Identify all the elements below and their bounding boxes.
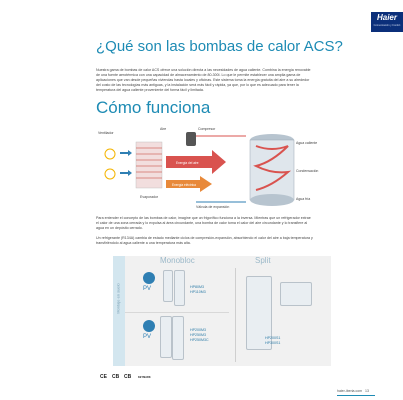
- pv-icon: [143, 272, 155, 284]
- column-header-split: Split: [255, 256, 271, 265]
- brand-tagline: Comunicación y Confort: [373, 24, 401, 27]
- footer-url: haier-iberia.com: [337, 389, 363, 393]
- cert-cb-2: CB: [124, 374, 132, 380]
- compressor: [186, 132, 196, 146]
- page-number: 13: [365, 389, 369, 393]
- label-evaporador: Evaporador: [140, 195, 159, 199]
- model-name: HP110M3: [190, 290, 206, 294]
- column-header-monobloc: Monobloc: [160, 256, 195, 265]
- label-ventilador: Ventilador: [98, 131, 114, 135]
- label-valvula: Válvula de expansión: [196, 205, 230, 209]
- intro-paragraph: Nuestra gama de bombas de calor ACS ofrece una solución directa a las necesidades de agua caliente. Combina la energía renovable de una fuente aerotérmica con una capacidad de almacenamiento de 80-300l. Lo que le permite establecer una amplia gama de aplicaciones que van desde pequeñas viviendas hasta locales y oficinas. Este sistema toma la energía gratuita del aire a su alrededor del costo de las tecnologías más antiguas, y la instalación será más fácil y rápida, ya que, por lo que es adecuado para tener la temperatura del agua caliente proveniente del forma fácil y limitada.: [96, 68, 311, 92]
- row-divider: [125, 312, 229, 313]
- cert-cb: CB: [112, 374, 120, 380]
- pv-label-2: PV: [143, 334, 152, 340]
- label-condensacion: Condensación: [296, 169, 319, 173]
- label-energia-electrica: Energía eléctrica: [172, 183, 196, 187]
- product-hp80m3: [163, 270, 173, 302]
- label-agua-fria: Agua fría: [296, 197, 311, 201]
- model-list-1: [190, 285, 206, 295]
- model-name: HP300S1: [265, 341, 281, 345]
- cert-ce: CE: [100, 374, 107, 380]
- product-split-outdoor-unit: [280, 282, 312, 306]
- label-energia-aire: Energía del aire: [176, 161, 199, 165]
- pv-icon: [143, 320, 155, 332]
- pv-label-1: PV: [143, 286, 152, 292]
- evaporator-coil: [136, 142, 162, 188]
- row-label: Montaje en suelo: [115, 283, 121, 314]
- heat-pump-diagram: [96, 122, 319, 212]
- column-divider: [235, 268, 236, 362]
- label-agua-caliente: Agua caliente: [296, 141, 318, 145]
- label-aire: Aire: [160, 127, 167, 131]
- cert-keymark: KEYMARK: [138, 376, 151, 379]
- model-name: HP80M3: [190, 285, 204, 289]
- page-title: ¿Qué son las bombas de calor ACS?: [96, 38, 343, 55]
- product-hp110m3: [174, 270, 185, 306]
- section-title-how: Cómo funciona: [96, 98, 211, 117]
- brand-name: Haier: [376, 13, 397, 22]
- product-hp200m3: [160, 316, 172, 358]
- footer-accent-bar: [337, 395, 375, 396]
- body-paragraph-2: Un refrigerante (R134A) cambia de estado mediante ciclos de compresión-expansión, absorbiendo el calor del aire a baja temperatura y transfiriéndolo al agua caliente a una temperatura más alta.: [96, 236, 313, 245]
- model-name: HP250M3C: [190, 338, 209, 342]
- model-name: HP200M3: [190, 328, 206, 332]
- model-list-2: [190, 328, 209, 343]
- model-list-split: [265, 336, 280, 346]
- product-hp250m3: [172, 316, 184, 360]
- body-paragraph-1: Para entender el concepto de las bombas de calor, imagine que un frigorífico funciona a la inversa. Mientras que un refrigerador extrae el calor de una zona cerrada y lo expulsa al área circundante, una bomba de calor toma el calor del aire circundante y lo transfiere al agua en un depósito cerrado.: [96, 216, 311, 230]
- label-compresor: Compresor: [198, 127, 216, 131]
- model-name: HP250M3: [190, 333, 206, 337]
- fan-icon: [105, 149, 115, 179]
- model-name: HP200S1: [265, 336, 281, 340]
